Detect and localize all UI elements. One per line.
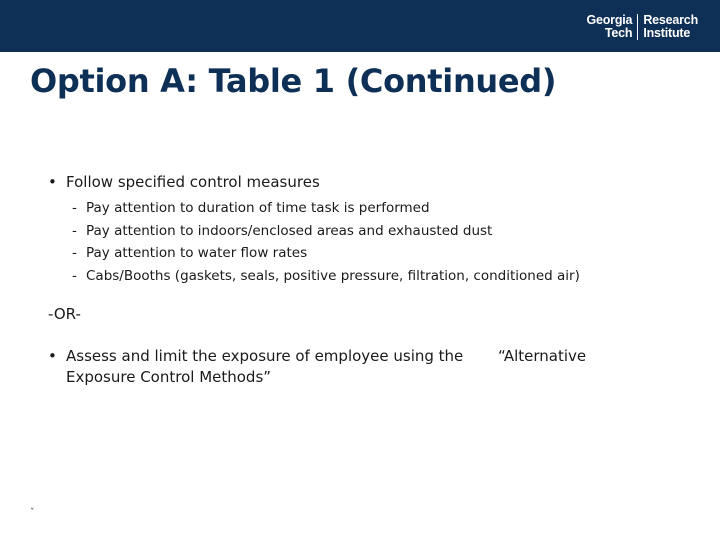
list-item-text: Pay attention to indoors/enclosed areas and exhausted dust <box>86 222 493 239</box>
alternative-text: “Alternative <box>498 347 587 365</box>
georgia-tech-research-institute-logo <box>586 14 698 40</box>
logo-left-block <box>586 14 632 40</box>
list-item <box>72 220 580 243</box>
logo-text-tech: Tech <box>604 26 633 40</box>
bullet-text: Follow specified control measures <box>66 173 320 191</box>
header-bar <box>0 0 720 52</box>
list-item-text: Pay attention to water flow rates <box>86 245 308 261</box>
bullet-dot-icon: • <box>48 347 57 365</box>
or-separator: -OR- <box>48 305 81 323</box>
slide-title: Option A: Table 1 (Continued) <box>30 62 557 100</box>
list-item <box>72 197 580 220</box>
dash-icon: - <box>72 267 77 284</box>
logo-text-institute: Institute <box>643 26 691 40</box>
bullet-assess-exposure <box>48 346 478 388</box>
list-item-text: Cabs/Booths (gaskets, seals, positive pressure, filtration, conditioned air) <box>86 267 580 284</box>
dash-icon: - <box>72 222 77 239</box>
logo-divider <box>637 14 638 40</box>
list-item <box>72 242 580 265</box>
dash-icon: - <box>72 200 77 216</box>
logo-text-georgia: Georgia <box>586 13 633 27</box>
list-item-text: Pay attention to duration of time task is performed <box>86 200 430 216</box>
list-item <box>72 265 580 288</box>
dash-icon: - <box>72 245 77 261</box>
footer-mark: ˇ <box>30 508 35 518</box>
sub-bullet-list <box>72 197 580 287</box>
logo-text-research: Research <box>643 13 698 27</box>
bullet-dot-icon: • <box>48 173 57 191</box>
bullet-follow-measures <box>48 173 320 191</box>
bullet-text: Assess and limit the exposure of employee using the Exposure Control Methods” <box>66 347 464 386</box>
logo-right-block <box>643 14 698 40</box>
